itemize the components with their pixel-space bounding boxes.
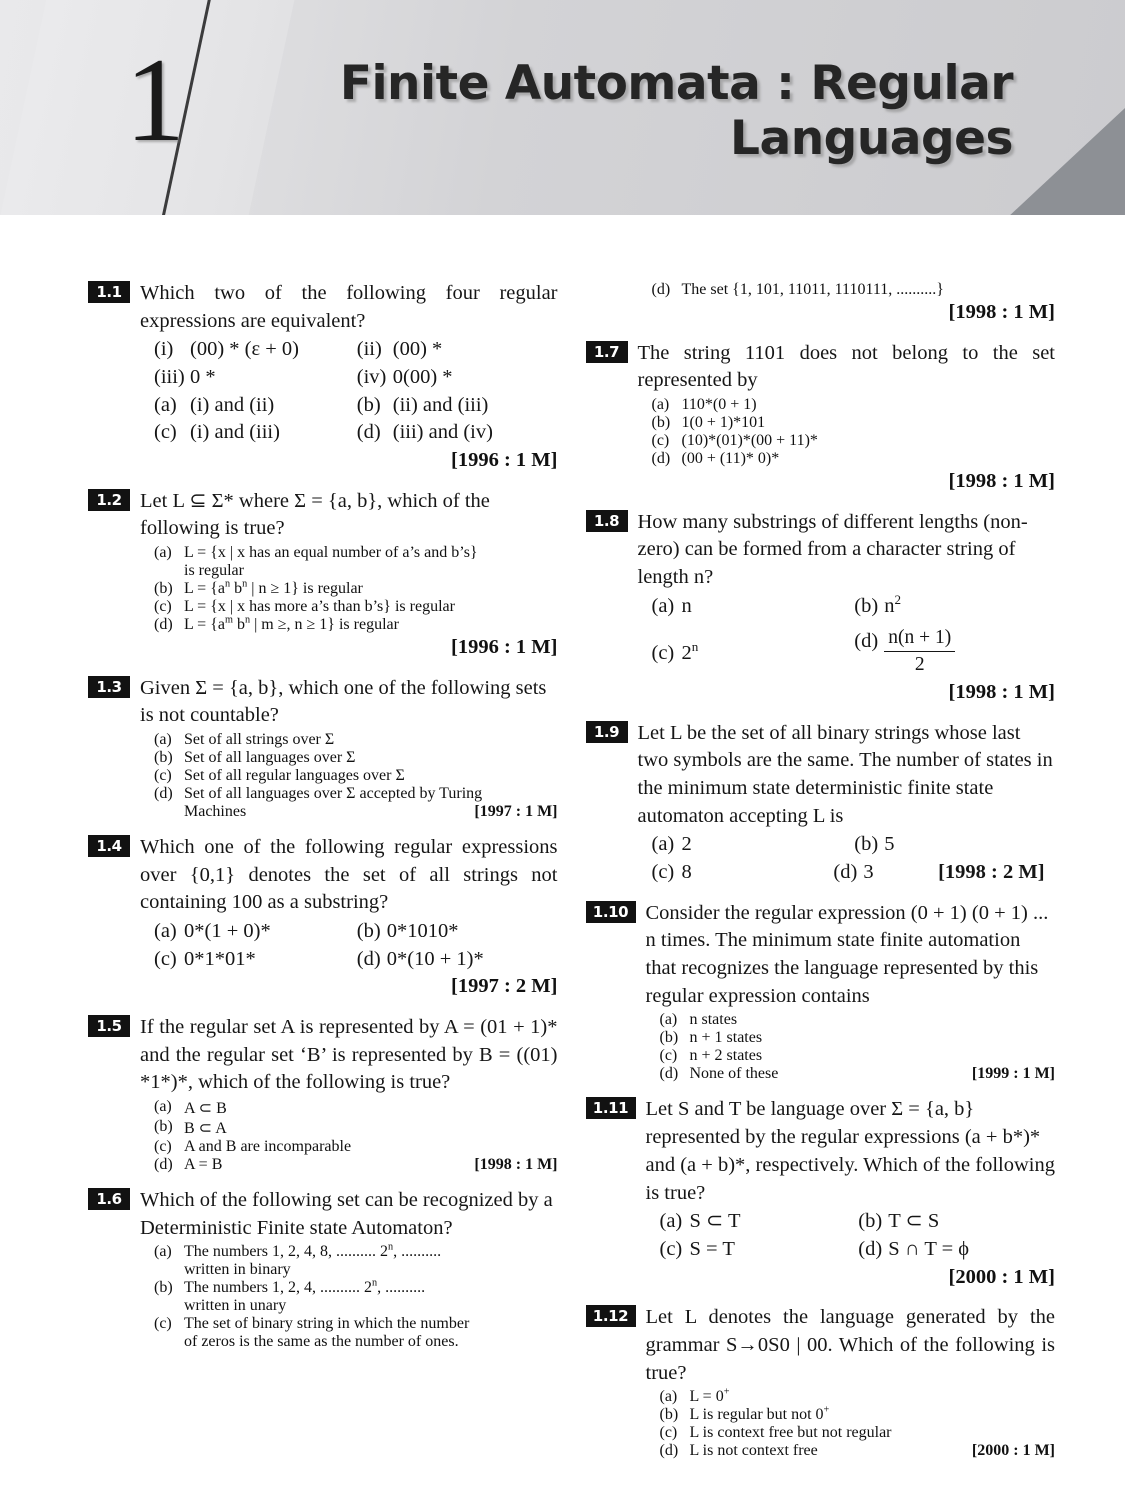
option-item[interactable] — [140, 1315, 558, 1351]
superscript: n — [371, 1278, 378, 1290]
option-text: The set {1, 101, 11011, 1110111, ..........} — [681, 281, 944, 298]
option-item[interactable] — [638, 640, 847, 668]
option-label: (d) — [356, 947, 381, 970]
option-item[interactable] — [646, 1208, 851, 1236]
marks-label: [1997 : 1 M] — [474, 803, 558, 821]
option-text-post: | m ≥, n ≥ 1} is regular — [250, 616, 399, 634]
option-label: (c) — [154, 947, 177, 970]
superscript: 2 — [894, 591, 902, 607]
option-text — [884, 593, 1055, 621]
option-text-line-2: written in unary — [184, 1297, 287, 1315]
question-text: Let L denotes the language generated by the grammar S→0S0 | 00. Which of the following is true? — [645, 1306, 1055, 1384]
option-text: S ∩ T = ϕ — [888, 1237, 970, 1260]
page-body — [0, 218, 1125, 1500]
option-text: n states — [689, 1011, 738, 1029]
option-item[interactable] — [140, 1118, 558, 1138]
option-text: (ii) and (iii) — [392, 393, 489, 416]
option-label: (c) — [651, 432, 670, 450]
option-text: n + 1 states — [689, 1029, 763, 1047]
option-row — [140, 419, 558, 447]
option-label: (i) — [154, 338, 174, 361]
option-text: B ⊂ A — [184, 1120, 227, 1138]
option-item[interactable] — [646, 1236, 851, 1264]
option-label: (a) — [154, 544, 172, 562]
superscript: m — [224, 614, 233, 626]
option-item[interactable] — [140, 1098, 558, 1118]
option-list — [646, 1388, 1056, 1460]
marks-label: [1997 : 2 M] — [451, 975, 558, 998]
option-list — [140, 1098, 558, 1174]
option-item[interactable] — [349, 336, 558, 364]
marks-label: [1998 : 1 M] — [948, 470, 1055, 493]
marks-label: [1998 : 1 M] — [474, 1156, 558, 1174]
option-label: (a) — [154, 731, 172, 749]
option-text: Set of all languages over Σ — [184, 749, 356, 767]
option-list — [638, 831, 1056, 886]
option-text: (i) and (iii) — [190, 421, 280, 444]
option-item[interactable] — [646, 1388, 1056, 1406]
option-text: (10)*(01)*(00 + 11)* — [681, 432, 818, 450]
option-item[interactable] — [646, 1065, 1056, 1083]
superscript: n — [244, 614, 251, 626]
option-row — [140, 364, 558, 392]
option-item[interactable] — [140, 1138, 558, 1156]
question-number-badge: 1.8 — [586, 510, 628, 532]
option-text-pre: The numbers 1, 2, 4, 8, .......... 2 — [184, 1243, 388, 1261]
marks-label: [2000 : 1 M] — [971, 1442, 1055, 1460]
option-item[interactable] — [638, 450, 1056, 468]
question-number-badge: 1.6 — [88, 1188, 130, 1210]
superscript: n — [691, 639, 699, 655]
option-text — [184, 1315, 558, 1351]
option-label: (c) — [651, 641, 675, 664]
option-item[interactable] — [846, 593, 1055, 621]
question-number-badge: 1.3 — [88, 676, 130, 698]
option-label: (iii) — [154, 366, 185, 389]
option-label: (b) — [356, 393, 381, 416]
option-text-mid: b — [230, 580, 243, 598]
option-label: (d) — [356, 421, 381, 444]
option-text: (00) * (ε + 0) — [190, 338, 299, 361]
option-row — [638, 593, 1056, 621]
option-row — [638, 628, 1056, 679]
option-label: (a) — [659, 1210, 683, 1233]
option-text: L is not context free — [689, 1442, 818, 1460]
option-label: (d) — [854, 630, 879, 653]
option-item[interactable] — [140, 946, 349, 974]
option-row — [140, 336, 558, 364]
chapter-header — [0, 0, 1125, 218]
marks-label: [1999 : 1 M] — [971, 1065, 1055, 1083]
option-text-line-2: Machines — [184, 803, 247, 821]
option-item[interactable] — [140, 1243, 558, 1279]
option-text-pre: 2 — [681, 641, 692, 664]
option-label: (a) — [651, 833, 675, 856]
marks-label: [2000 : 1 M] — [948, 1265, 1055, 1288]
option-text: 110*(0 + 1) — [681, 396, 757, 414]
option-label: (b) — [651, 414, 671, 432]
option-item[interactable] — [140, 580, 558, 598]
option-item[interactable] — [140, 364, 349, 392]
question-1-2 — [88, 488, 558, 662]
question-text: Given Σ = {a, b}, which one of the following sets is not countable? — [140, 676, 547, 727]
option-label: (c) — [154, 421, 177, 444]
option-label: (d) — [154, 616, 173, 634]
superscript: n — [242, 578, 248, 590]
option-label: (c) — [154, 598, 172, 616]
option-item[interactable] — [349, 419, 558, 447]
option-label: (b) — [858, 1210, 883, 1233]
option-row — [646, 1208, 1056, 1236]
option-text: 0*1*01* — [184, 947, 256, 970]
question-1-1 — [88, 280, 558, 475]
option-label: (ii) — [356, 338, 382, 361]
question-number-badge: 1.7 — [586, 341, 628, 363]
question-text: Which one of the following regular expressions over {0,1} denotes the set of all strings not containing 100 as a substring? — [140, 836, 558, 914]
option-item[interactable] — [646, 1442, 1056, 1460]
option-item[interactable] — [646, 1029, 1056, 1047]
option-label: (a) — [659, 1011, 678, 1029]
question-text: Which two of the following four regular expressions are equivalent? — [140, 282, 558, 332]
option-text-pre: L is regular but not 0 — [689, 1406, 824, 1424]
option-text-line-1: L = {x | x has an equal number of a’s and b’s} — [184, 544, 478, 562]
option-text: L = {x | x has more a’s than b’s} is regular — [184, 598, 455, 616]
option-item[interactable] — [140, 785, 558, 821]
option-item[interactable] — [140, 918, 349, 946]
option-list — [140, 1243, 558, 1351]
option-text: A ⊂ B — [184, 1100, 227, 1118]
option-text: 5 — [884, 833, 895, 856]
option-list — [638, 593, 1056, 679]
option-label: (a) — [154, 920, 177, 943]
question-text: Consider the regular expression (0 + 1) (0 + 1) ... n times. The minimum state finite automation that recognizes the language represented by this regular expression contains — [645, 901, 1049, 1007]
question-number-badge: 1.1 — [88, 281, 130, 303]
question-text: If the regular set A is represented by A = (01 + 1)* and the regular set ‘B’ is represented by B = ((01) *1*)*, which of the following is true? — [140, 1016, 558, 1094]
option-label: (b) — [659, 1029, 679, 1047]
option-text — [184, 785, 558, 821]
option-text: 3 — [863, 861, 874, 884]
option-label: (d) — [858, 1237, 883, 1260]
chapter-title-line-1: Finite Automata : Regular — [339, 56, 1013, 111]
option-row — [646, 1236, 1056, 1264]
option-text-pre: The numbers 1, 2, 4, .......... 2 — [184, 1279, 372, 1297]
two-column-layout — [88, 280, 1055, 1473]
option-item[interactable] — [646, 1424, 1056, 1442]
option-item[interactable] — [140, 749, 558, 767]
option-text-line-1: Set of all languages over Σ accepted by Turing — [184, 785, 483, 803]
option-row — [140, 946, 558, 974]
option-label: (c) — [659, 1424, 678, 1442]
option-item[interactable] — [349, 918, 558, 946]
question-1-12 — [586, 1304, 1056, 1460]
question-1-3 — [88, 675, 558, 821]
option-label: (b) — [154, 749, 173, 767]
superscript: + — [823, 1404, 830, 1416]
option-label: (d) — [651, 281, 671, 298]
option-list — [638, 281, 1056, 299]
option-item[interactable] — [638, 593, 847, 621]
option-row — [140, 918, 558, 946]
option-label: (c) — [659, 1237, 683, 1260]
option-text: 0*1010* — [386, 920, 459, 943]
option-text — [184, 1243, 558, 1279]
question-1-4 — [88, 834, 558, 1001]
option-list — [140, 918, 558, 973]
fraction-denominator: 2 — [914, 653, 925, 675]
option-label: (b) — [659, 1406, 679, 1424]
option-text: 0 * — [190, 366, 216, 389]
option-label: (d) — [651, 450, 671, 468]
option-text: A = B — [184, 1156, 223, 1174]
option-label: (c) — [651, 861, 675, 884]
option-item[interactable] — [638, 414, 1056, 432]
option-list — [646, 1011, 1056, 1083]
option-text — [184, 1279, 558, 1315]
marks-label: [1998 : 2 M] — [938, 861, 1045, 884]
right-column — [586, 280, 1056, 1473]
option-text-post: , .......... — [377, 1279, 426, 1297]
chapter-number: 1 — [125, 33, 185, 166]
option-label: (d) — [833, 861, 858, 884]
fraction-numerator: n(n + 1) — [884, 626, 955, 651]
option-list — [646, 1208, 1056, 1263]
option-item[interactable] — [140, 1279, 558, 1315]
option-item[interactable] — [140, 419, 349, 447]
option-label: (a) — [154, 393, 177, 416]
option-label: (c) — [154, 1138, 172, 1156]
option-text: L is context free but not regular — [689, 1424, 892, 1442]
option-text-line-1: The set of binary string in which the number — [184, 1315, 470, 1333]
option-label: (a) — [154, 1098, 172, 1116]
option-item[interactable] — [638, 396, 1056, 414]
option-text — [690, 1388, 1056, 1406]
header-corner-triangle — [1007, 108, 1125, 218]
option-row — [638, 831, 1056, 859]
option-text: Set of all strings over Σ — [184, 731, 335, 749]
question-1-6 — [88, 1187, 558, 1351]
marks-label: [1996 : 1 M] — [451, 449, 558, 472]
superscript: + — [723, 1386, 730, 1398]
option-label: (d) — [154, 785, 173, 803]
question-text: How many substrings of different lengths (non-zero) can be formed from a character string of length n? — [637, 510, 1028, 589]
option-label: (b) — [154, 580, 173, 598]
option-label: (d) — [154, 1156, 173, 1174]
question-1-6-continuation — [586, 281, 1056, 327]
question-number-badge: 1.2 — [88, 489, 130, 511]
option-label: (d) — [659, 1442, 679, 1460]
option-text — [690, 1406, 1056, 1424]
option-list — [638, 396, 1056, 468]
option-label: (b) — [854, 594, 879, 617]
question-text: The string 1101 does not belong to the set represented by — [637, 341, 1055, 392]
question-text: Let S and T be language over Σ = {a, b} represented by the regular expressions (a + b*)* and (a + b)*, respectively. Which of the following is true? — [645, 1098, 1055, 1204]
marks-label: [1998 : 1 M] — [948, 301, 1055, 323]
option-item[interactable] — [646, 1406, 1056, 1424]
question-1-7 — [586, 340, 1056, 496]
option-item[interactable] — [140, 598, 558, 616]
option-item[interactable] — [646, 1011, 1056, 1029]
question-number-badge: 1.11 — [586, 1097, 636, 1119]
option-text: (00 + (11)* 0)* — [681, 450, 780, 468]
option-text: S = T — [689, 1237, 735, 1260]
option-text-post: | n ≥ 1} is regular — [247, 580, 363, 598]
option-item[interactable] — [349, 946, 558, 974]
superscript: n — [224, 578, 231, 590]
option-item[interactable] — [349, 392, 558, 420]
option-item[interactable] — [140, 392, 349, 420]
option-line-with-marks — [184, 803, 558, 821]
option-label: (b) — [154, 1279, 173, 1297]
option-item[interactable] — [638, 281, 1056, 299]
option-text — [682, 640, 847, 668]
chapter-title — [253, 56, 1013, 167]
left-column — [88, 280, 558, 1364]
question-1-8 — [586, 509, 1056, 707]
option-label: (a) — [154, 1243, 172, 1261]
option-list — [140, 336, 558, 447]
option-text-pre: L = 0 — [689, 1388, 724, 1406]
question-text: Let L ⊆ Σ* where Σ = {a, b}, which of the following is true? — [140, 489, 490, 540]
option-item[interactable] — [846, 628, 1055, 679]
option-item[interactable] — [140, 767, 558, 785]
option-item[interactable] — [140, 616, 558, 634]
option-label: (b) — [854, 833, 879, 856]
option-row — [638, 859, 1056, 887]
marks-label: [1998 : 1 M] — [948, 681, 1055, 704]
option-label: (b) — [356, 920, 381, 943]
option-label: (d) — [659, 1065, 679, 1083]
option-text: (iii) and (iv) — [392, 421, 493, 444]
option-row — [140, 392, 558, 420]
option-text-line-2: is regular — [184, 562, 244, 580]
option-item[interactable] — [850, 1208, 1055, 1236]
option-item[interactable] — [850, 1236, 1055, 1264]
option-label: (c) — [659, 1047, 678, 1065]
option-list — [140, 731, 558, 821]
option-item[interactable] — [646, 1047, 1056, 1065]
option-item[interactable] — [638, 859, 826, 887]
fraction — [884, 626, 955, 677]
option-item[interactable] — [846, 831, 1055, 859]
option-text: 1(0 + 1)*101 — [681, 414, 766, 432]
option-text: Set of all regular languages over Σ — [184, 767, 405, 785]
option-item[interactable] — [349, 364, 558, 392]
option-label: (b) — [154, 1118, 173, 1136]
option-text — [184, 616, 558, 634]
option-text-mid: b — [232, 616, 245, 634]
option-label: (iv) — [356, 366, 387, 389]
question-number-badge: 1.4 — [88, 835, 130, 857]
question-number-badge: 1.9 — [586, 721, 628, 743]
option-item[interactable] — [638, 432, 1056, 450]
option-text: 0*(1 + 0)* — [184, 920, 271, 943]
option-text: (00) * — [392, 338, 443, 361]
option-item[interactable] — [140, 544, 558, 580]
option-item[interactable] — [140, 731, 558, 749]
question-number-badge: 1.5 — [88, 1015, 130, 1037]
option-text: A and B are incomparable — [184, 1138, 352, 1156]
option-item[interactable] — [638, 831, 847, 859]
option-text-pre: n — [884, 594, 895, 617]
question-number-badge: 1.12 — [586, 1305, 636, 1327]
option-text: n + 2 states — [689, 1047, 763, 1065]
question-1-5 — [88, 1014, 558, 1174]
option-text: 8 — [681, 861, 692, 884]
superscript: n — [387, 1242, 394, 1254]
option-text-line-2: of zeros is the same as the number of ones. — [184, 1333, 459, 1351]
marks-label: [1996 : 1 M] — [451, 636, 558, 659]
question-1-10 — [586, 900, 1056, 1084]
option-text — [184, 544, 558, 580]
option-list — [140, 544, 558, 634]
option-text-post: , .......... — [393, 1243, 442, 1261]
question-number-badge: 1.10 — [586, 901, 636, 923]
question-1-9 — [586, 720, 1056, 887]
chapter-title-line-2: Languages — [730, 111, 1013, 167]
option-text — [184, 580, 558, 598]
option-text: (i) and (ii) — [190, 393, 275, 416]
option-text: None of these — [689, 1065, 779, 1083]
option-text-line-2: written in binary — [184, 1261, 291, 1279]
option-text: T ⊂ S — [888, 1210, 940, 1233]
option-text: 0*(10 + 1)* — [386, 947, 484, 970]
option-text-pre: L = {a — [184, 616, 225, 634]
option-label: (a) — [659, 1388, 678, 1406]
option-text-pre: L = {a — [184, 580, 225, 598]
option-label: (a) — [651, 594, 675, 617]
question-1-11 — [586, 1096, 1056, 1291]
option-text: 0(00) * — [392, 366, 453, 389]
option-label: (c) — [154, 1315, 172, 1333]
option-item[interactable] — [140, 336, 349, 364]
option-text: 2 — [681, 833, 692, 856]
question-text: Let L be the set of all binary strings whose last two symbols are the same. The number of states in the minimum state deterministic finite state automaton accepting L is — [637, 721, 1053, 827]
option-item[interactable] — [140, 1156, 558, 1174]
question-text: Which of the following set can be recognized by a Deterministic Finite state Automaton? — [140, 1189, 553, 1239]
option-item[interactable] — [825, 859, 938, 887]
option-label: (c) — [154, 767, 172, 785]
option-label: (a) — [651, 396, 670, 414]
option-text: S ⊂ T — [689, 1210, 741, 1233]
option-text: n — [681, 594, 692, 617]
